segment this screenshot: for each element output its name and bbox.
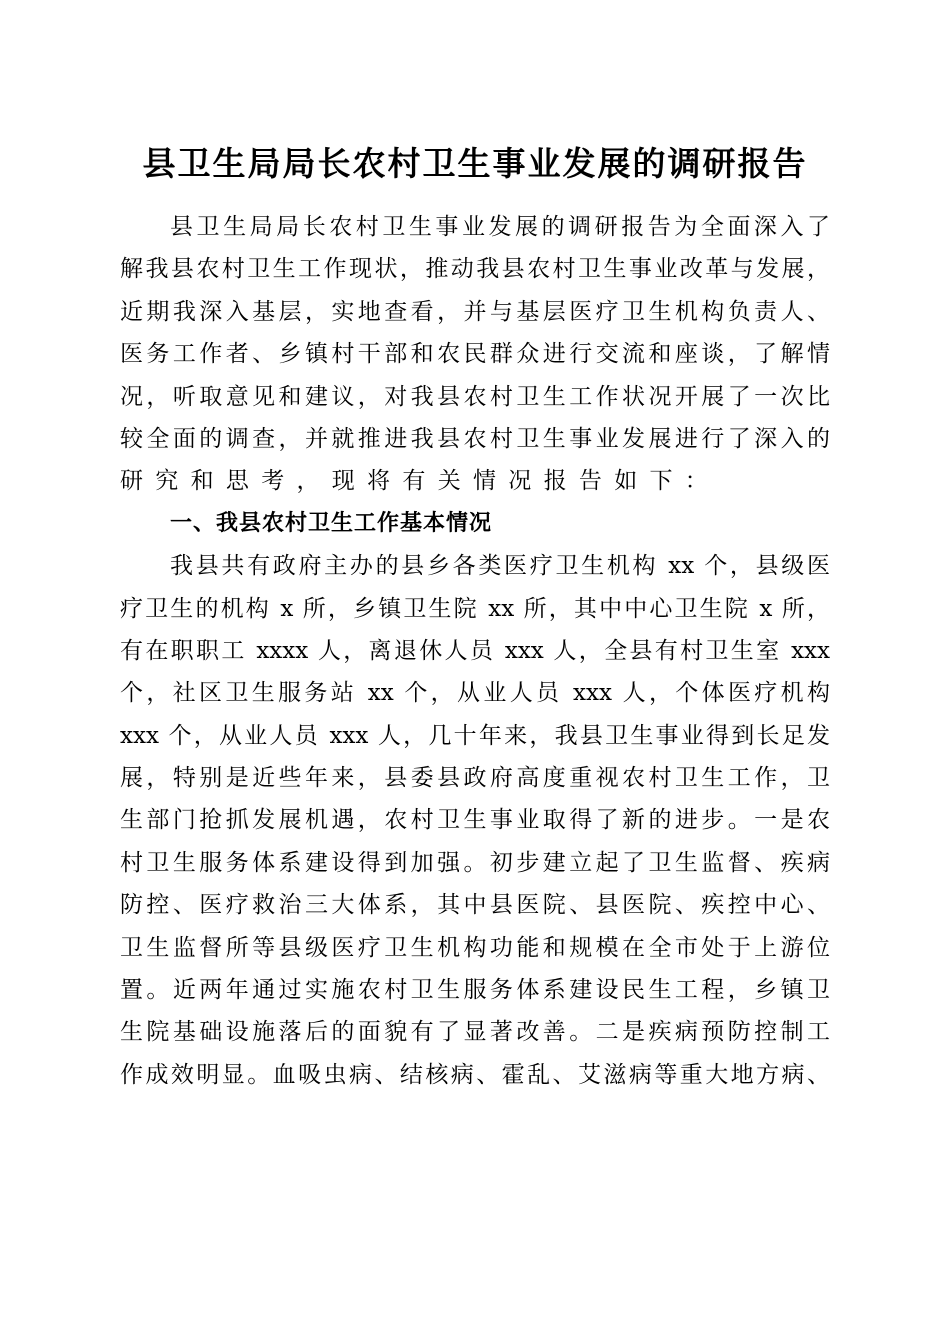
- text-line: 村卫生服务体系建设得到加强。初步建立起了卫生监督、疾病: [120, 849, 830, 876]
- text-line: 作成效明显。血吸虫病、结核病、霍乱、艾滋病等重大地方病、: [120, 1061, 830, 1088]
- text-line: 防控、医疗救治三大体系，其中县医院、县医院、疾控中心、: [120, 892, 830, 919]
- text-line: 解我县农村卫生工作现状，推动我县农村卫生事业改革与发展，: [120, 256, 830, 283]
- document-body: [120, 206, 830, 1096]
- text-line: 生部门抢抓发展机遇，农村卫生事业取得了新的进步。一是农: [120, 807, 830, 834]
- text-line: 况，听取意见和建议，对我县农村卫生工作状况开展了一次比: [120, 383, 830, 410]
- text-line: 生院基础设施落后的面貌有了显著改善。二是疾病预防控制工: [120, 1019, 830, 1046]
- text-line: 展，特别是近些年来，县委县政府高度重视农村卫生工作，卫: [120, 765, 830, 792]
- text-line: 卫生监督所等县级医疗卫生机构功能和规模在全市处于上游位: [120, 934, 830, 961]
- text-line: 近期我深入基层，实地查看，并与基层医疗卫生机构负责人、: [120, 298, 830, 325]
- text-line: xxx 个，从业人员 xxx 人，几十年来，我县卫生事业得到长足发: [120, 722, 830, 749]
- section-heading: 一、我县农村卫生工作基本情况: [170, 510, 493, 536]
- text-line: 较全面的调查，并就推进我县农村卫生事业发展进行了深入的: [120, 425, 830, 452]
- text-line: 研究和思考，现将有关情况报告如下：: [120, 468, 721, 495]
- text-line: 疗卫生的机构 x 所，乡镇卫生院 xx 所，其中中心卫生院 x 所，: [120, 595, 830, 622]
- text-line: 个，社区卫生服务站 xx 个，从业人员 xxx 人，个体医疗机构: [120, 680, 830, 707]
- text-line: 置。近两年通过实施农村卫生服务体系建设民生工程，乡镇卫: [120, 977, 830, 1004]
- text-line: 医务工作者、乡镇村干部和农民群众进行交流和座谈，了解情: [120, 341, 830, 368]
- text-line: 有在职职工 xxxx 人，离退休人员 xxx 人，全县有村卫生室 xxx: [120, 637, 830, 664]
- document-title: 县卫生局局长农村卫生事业发展的调研报告: [142, 144, 808, 183]
- text-line: 县卫生局局长农村卫生事业发展的调研报告为全面深入了: [170, 214, 830, 240]
- text-line: 我县共有政府主办的县乡各类医疗卫生机构 xx 个，县级医: [170, 553, 830, 580]
